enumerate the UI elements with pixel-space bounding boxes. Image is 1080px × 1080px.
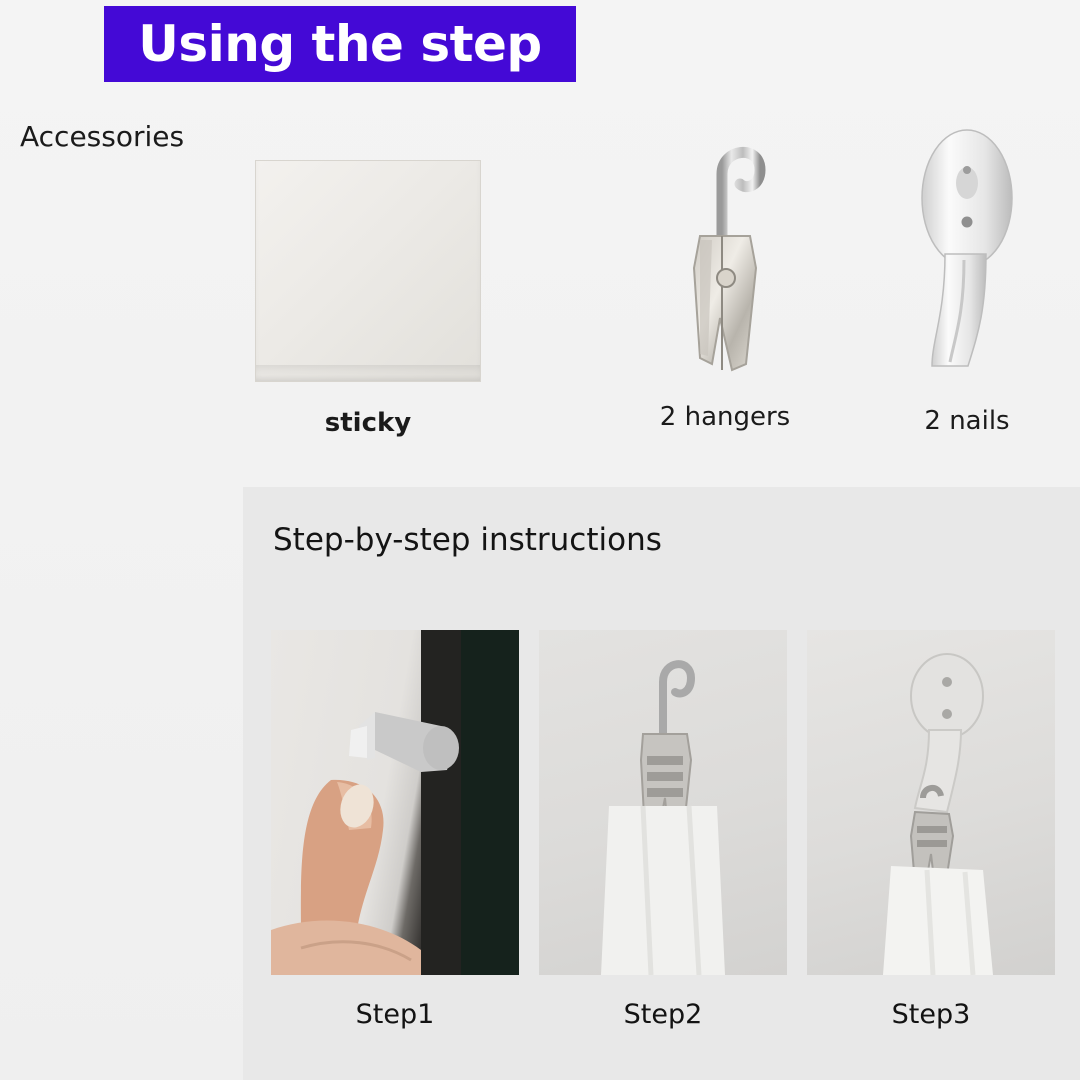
step-item-2 (539, 630, 787, 1030)
step-item-1 (271, 630, 519, 1030)
accessory-caption-hangers: 2 hangers (659, 402, 791, 432)
accessory-caption-sticky: sticky (324, 408, 412, 438)
accessory-caption-nails: 2 nails (924, 406, 1010, 436)
instructions-title: Step-by-step instructions (273, 522, 662, 558)
nail-hook-icon (872, 128, 1062, 386)
adhesive-pad-icon (255, 160, 481, 382)
steps-row (271, 630, 1055, 1030)
accessory-item-hangers (620, 118, 830, 432)
pressing-adhesive-clip-on-door-photo (271, 630, 519, 975)
accessory-item-sticky (252, 160, 484, 438)
accessory-item-nails (872, 128, 1062, 436)
clip-hanging-on-wall-photo (539, 630, 787, 975)
instructions-panel (243, 487, 1080, 1080)
step-caption-3: Step3 (891, 999, 971, 1030)
step-item-3 (807, 630, 1055, 1030)
nail-hook-with-clip-photo (807, 630, 1055, 975)
hanger-clip-icon (620, 118, 830, 388)
page-title: Using the step (138, 15, 542, 73)
step-caption-2: Step2 (623, 999, 703, 1030)
accessories-section-label: Accessories (20, 120, 185, 153)
step-caption-1: Step1 (355, 999, 435, 1030)
